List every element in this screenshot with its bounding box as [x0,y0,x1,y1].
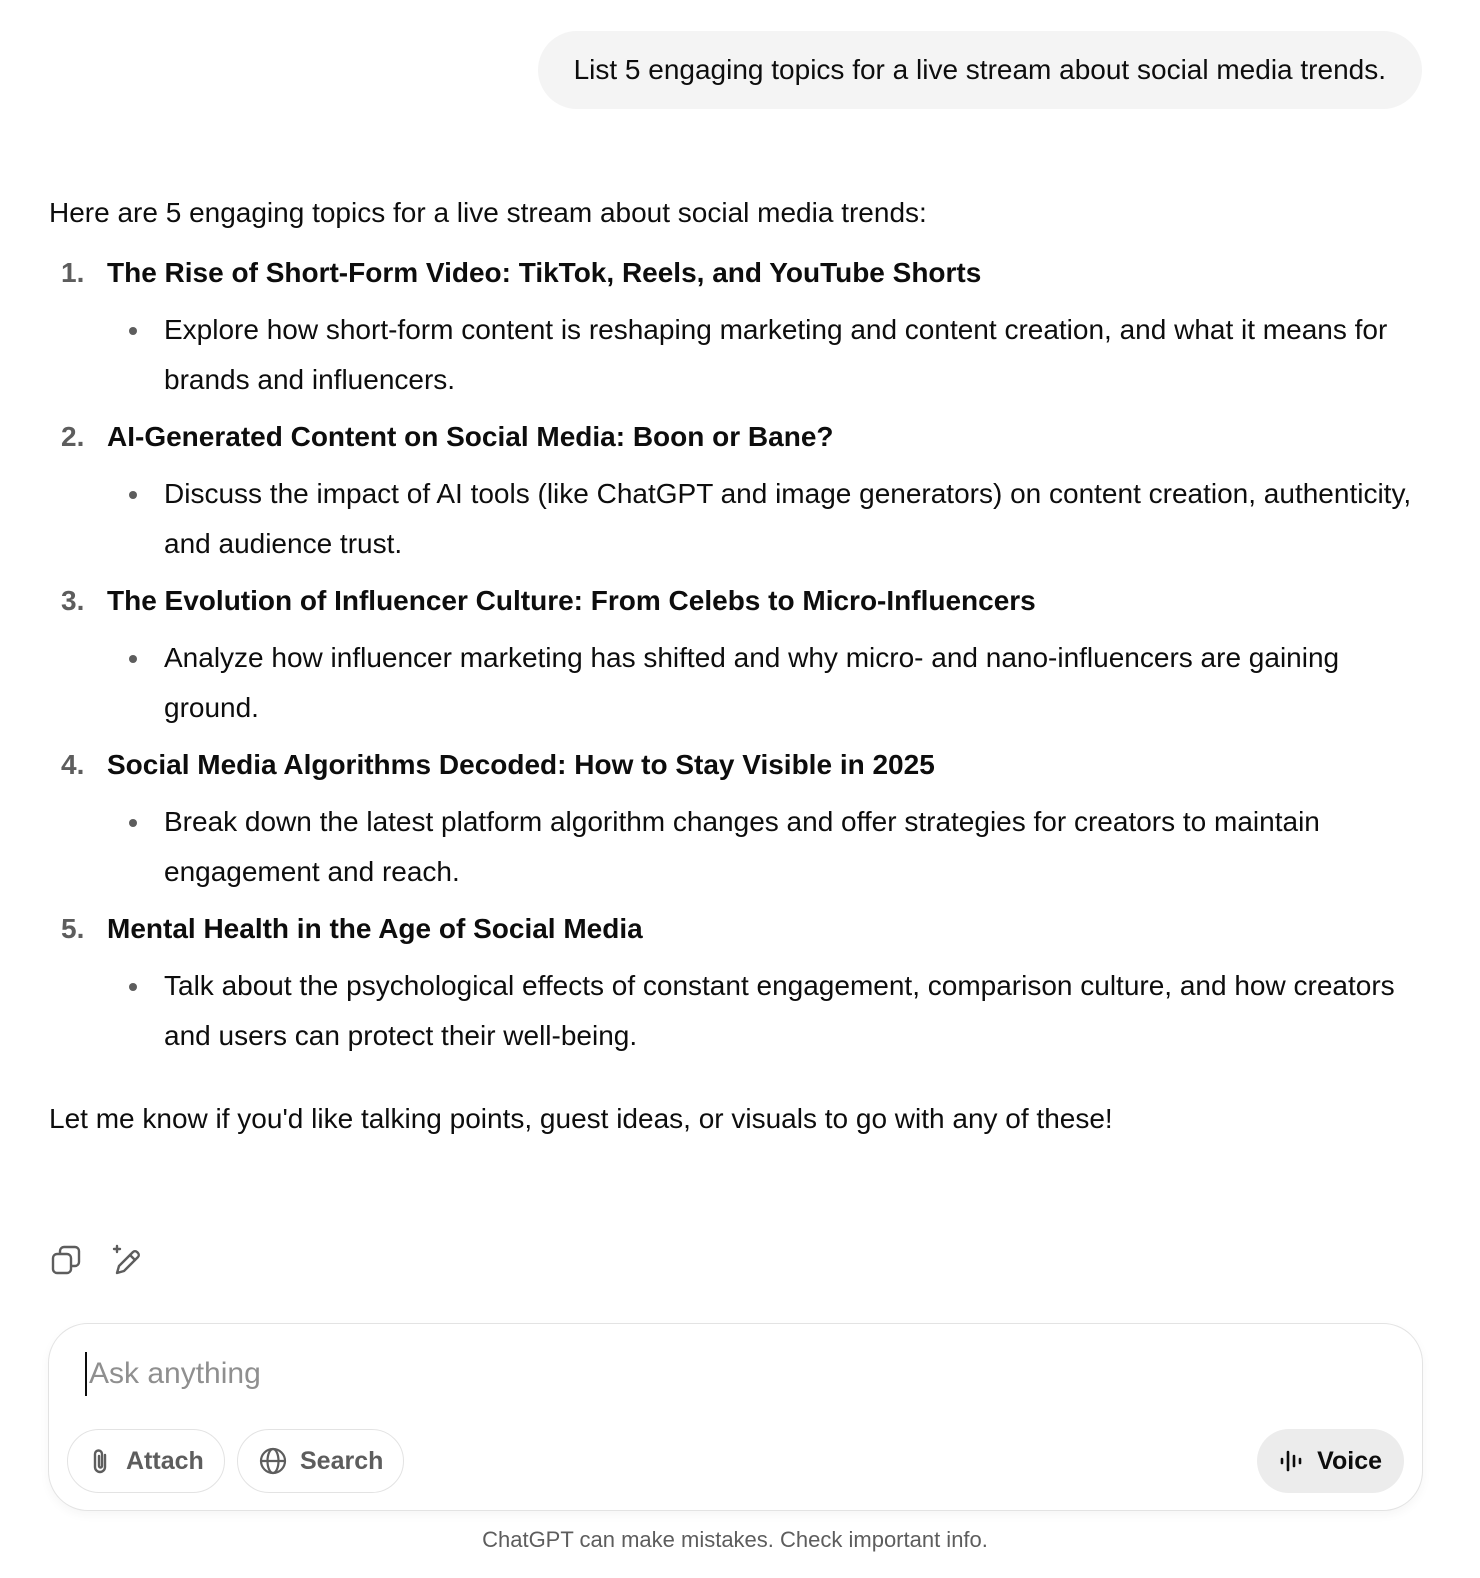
topic-description-text: Analyze how influencer marketing has shifted and why micro- and nano-influencers are gaining ground. [164,642,1340,723]
bullet-icon [129,327,137,335]
edit-sparkle-icon [111,1243,145,1277]
topic-item [49,747,1429,897]
message-actions [46,1240,148,1280]
topic-title: The Rise of Short-Form Video: TikTok, Reels, and YouTube Shorts [107,257,982,288]
topic-description-text: Explore how short-form content is reshaping marketing and content creation, and what it means for brands and influencers. [164,314,1388,395]
topic-title: Social Media Algorithms Decoded: How to Stay Visible in 2025 [107,749,935,780]
topic-number: 4. [61,749,85,780]
voice-waveform-icon [1279,1448,1305,1474]
topic-number: 2. [61,421,85,452]
topic-title: AI-Generated Content on Social Media: Boon or Bane? [107,421,834,452]
response-closing: Let me know if you'd like talking points, guest ideas, or visuals to go with any of these! [49,1103,1113,1134]
topic-title: Mental Health in the Age of Social Media [107,913,643,944]
copy-button[interactable] [46,1240,86,1280]
composer [48,1323,1423,1511]
voice-label: Voice [1317,1446,1382,1475]
topic-description [107,797,1429,897]
topic-description [107,961,1429,1061]
topic-description-text: Talk about the psychological effects of constant engagement, comparison culture, and how creators and users can protect their well-being. [164,970,1395,1051]
bullet-icon [129,491,137,499]
user-message-text: List 5 engaging topics for a live stream about social media trends. [573,54,1386,85]
globe-icon [258,1446,288,1476]
topic-description-text: Discuss the impact of AI tools (like ChatGPT and image generators) on content creation, authenticity, and audience trust. [164,478,1412,559]
edit-sparkle-button[interactable] [108,1240,148,1280]
topic-description [107,469,1429,569]
attach-button[interactable] [67,1429,225,1493]
attach-label: Attach [126,1446,204,1475]
search-button[interactable] [237,1429,404,1493]
search-label: Search [300,1446,384,1475]
bullet-icon [129,819,137,827]
assistant-response [49,195,1429,1137]
response-intro: Here are 5 engaging topics for a live stream about social media trends: [49,197,927,228]
voice-button[interactable] [1257,1429,1404,1493]
copy-icon [49,1243,83,1277]
topic-number: 1. [61,257,85,288]
topic-item [49,911,1429,1061]
topic-item [49,419,1429,569]
topic-list [49,255,1429,1061]
topic-item [49,255,1429,405]
topic-description [107,305,1429,405]
topic-number: 3. [61,585,85,616]
prompt-input[interactable] [85,1352,1385,1396]
topic-item [49,583,1429,733]
paperclip-icon [88,1446,114,1476]
topic-title: The Evolution of Influencer Culture: From Celebs to Micro-Influencers [107,585,1036,616]
disclaimer-text: ChatGPT can make mistakes. Check important info. [482,1527,988,1552]
topic-description-text: Break down the latest platform algorithm changes and offer strategies for creators to maintain engagement and reach. [164,806,1320,887]
bullet-icon [129,655,137,663]
topic-number: 5. [61,913,85,944]
bullet-icon [129,983,137,991]
user-message-bubble [538,31,1422,109]
topic-description [107,633,1429,733]
